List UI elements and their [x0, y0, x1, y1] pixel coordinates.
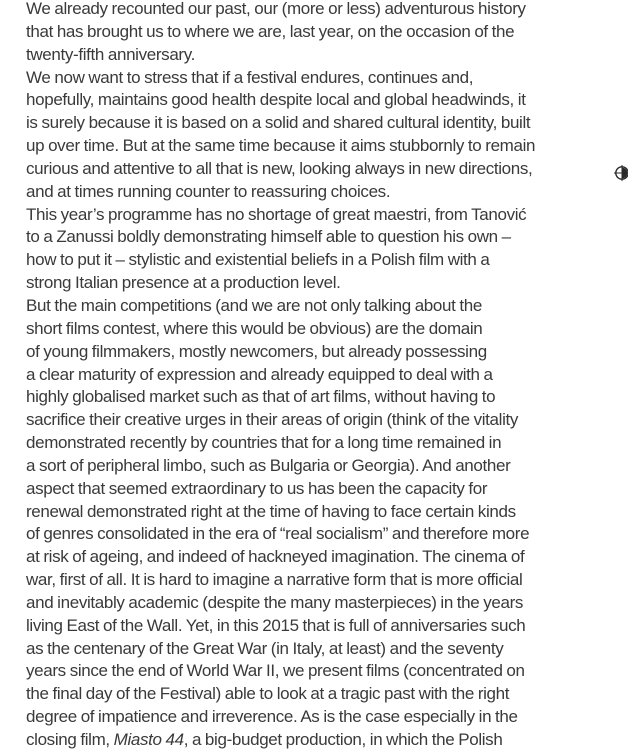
text-line: and at times running counter to reassuring choices. — [26, 181, 391, 201]
text-line: a clear maturity of expression and already equipped to deal with a — [26, 364, 493, 384]
text-line: This year’s programme has no shortage of great maestri, from Tanović — [26, 204, 527, 224]
text-line: war, first of all. It is hard to imagine a narrative form that is more official — [26, 570, 523, 590]
document-body — [26, 0, 566, 752]
text-line: degree of impatience and irreverence. As is the case especially in the — [26, 707, 518, 727]
text-line: and inevitably academic (despite the many masterpieces) in the years — [26, 592, 524, 612]
text-line: to a Zanussi boldly demonstrating himself able to question his own – — [26, 227, 511, 247]
text-line-last — [26, 729, 566, 752]
text-line: a sort of peripheral limbo, such as Bulgaria or Georgia). And another — [26, 455, 511, 475]
text-line: But the main competitions (and we are not only talking about the — [26, 295, 482, 315]
text-line: the final day of the Festival) able to look at a tragic past with the right — [26, 684, 510, 704]
text-line: that has brought us to where we are, last year, on the occasion of the — [26, 21, 515, 41]
text-line: how to put it – stylistic and existential beliefs in a Polish film with a — [26, 250, 490, 270]
text-line: of young filmmakers, mostly newcomers, but already possessing — [26, 341, 487, 361]
text-line: renewal demonstrated right at the time of having to face certain kinds — [26, 501, 516, 521]
registration-mark-icon — [614, 165, 628, 181]
text-line: curious and attentive to all that is new, looking always in new directions, — [26, 158, 533, 178]
text-line: of genres consolidated in the era of “real socialism” and therefore more — [26, 524, 530, 544]
text-line: is surely because it is based on a solid and shared cultural identity, built — [26, 113, 531, 133]
text-line: We already recounted our past, our (more or less) adventurous history — [26, 0, 526, 18]
text-line: sacrifice their creative urges in their areas of origin (think of the vitality — [26, 410, 519, 430]
text-line: up over time. But at the same time because it aims stubbornly to remain — [26, 136, 536, 156]
last-line-before: closing film, — [26, 730, 114, 749]
text-line: aspect that seemed extraordinary to us has been the capacity for — [26, 478, 488, 498]
text-line: short films contest, where this would be obvious) are the domain — [26, 318, 483, 338]
text-line: demonstrated recently by countries that for a long time remained in — [26, 433, 502, 453]
text-line: twenty-fifth anniversary. — [26, 44, 196, 64]
text-line: living East of the Wall. Yet, in this 2015 that is full of anniversaries such — [26, 615, 526, 635]
text-line: at risk of ageing, and indeed of hackneyed imagination. The cinema of — [26, 547, 525, 567]
text-line: highly globalised market such as that of art films, without having to — [26, 387, 496, 407]
film-title: Miasto 44 — [113, 730, 184, 749]
text-line: strong Italian presence at a production level. — [26, 273, 341, 293]
text-line: hopefully, maintains good health despite local and global headwinds, it — [26, 90, 526, 110]
text-line: as the centenary of the Great War (in Italy, at least) and the seventy — [26, 638, 504, 658]
text-line: years since the end of World War II, we present films (concentrated on — [26, 661, 525, 681]
last-line-after: , a big-budget production, in which the Polish — [183, 730, 503, 749]
text-line: We now want to stress that if a festival endures, continues and, — [26, 67, 474, 87]
